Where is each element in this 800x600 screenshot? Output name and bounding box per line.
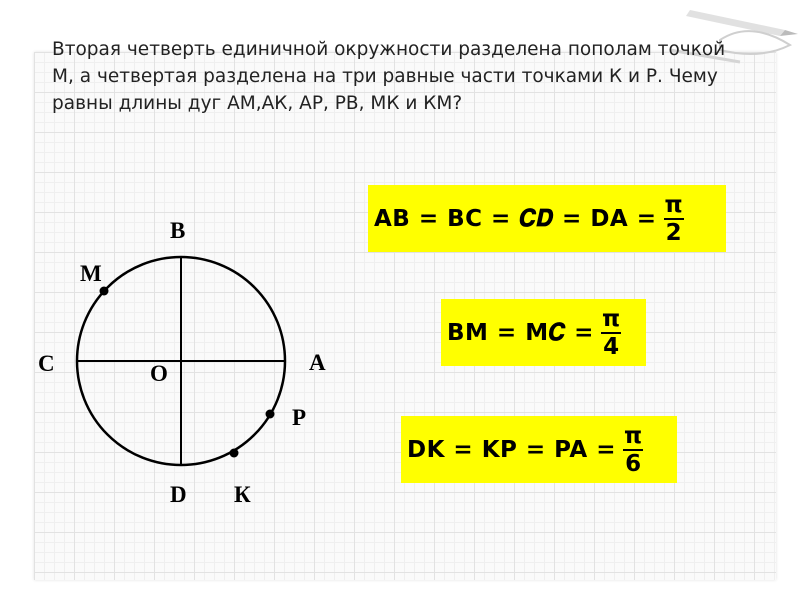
formula-twelfth-arcs — [401, 416, 677, 483]
label-b: B — [170, 218, 186, 243]
formula-eighth-lhs: BM = M𝑪 = — [447, 319, 594, 346]
formula-quarter-fraction — [663, 192, 685, 246]
fraction-numerator: π — [664, 191, 683, 218]
label-o: O — [150, 361, 168, 386]
fraction-numerator: π — [624, 422, 643, 449]
formula-eighth-fraction — [600, 306, 622, 360]
fraction-denominator: 2 — [665, 219, 682, 246]
formula-eighth-arcs — [441, 299, 646, 366]
label-d: D — [170, 482, 187, 507]
formula-quarter-lhs: AB = BC = 𝑪𝑫 = DA = — [374, 205, 657, 232]
formula-quarter-arcs — [368, 185, 726, 252]
label-k: К — [234, 482, 251, 507]
label-a: A — [309, 350, 326, 375]
label-c: C — [38, 351, 55, 376]
question-text: Вторая четверть единичной окружности разделена пополам точкой М, а четвертая разделена на три равные части точками К и Р. Чему равны длины дуг АМ,АК, АР, РВ, МК и КМ? — [52, 39, 726, 114]
point-p-dot — [266, 410, 275, 419]
formula-twelfth-fraction — [622, 423, 644, 477]
point-m-dot — [100, 287, 109, 296]
fraction-denominator: 6 — [625, 450, 642, 477]
label-p: P — [292, 405, 307, 430]
fraction-numerator: π — [601, 305, 621, 332]
point-k-dot — [230, 449, 239, 458]
fraction-denominator: 4 — [603, 333, 620, 360]
label-m: M — [80, 261, 102, 286]
formula-twelfth-lhs: DK = KP = PA = — [407, 436, 616, 463]
